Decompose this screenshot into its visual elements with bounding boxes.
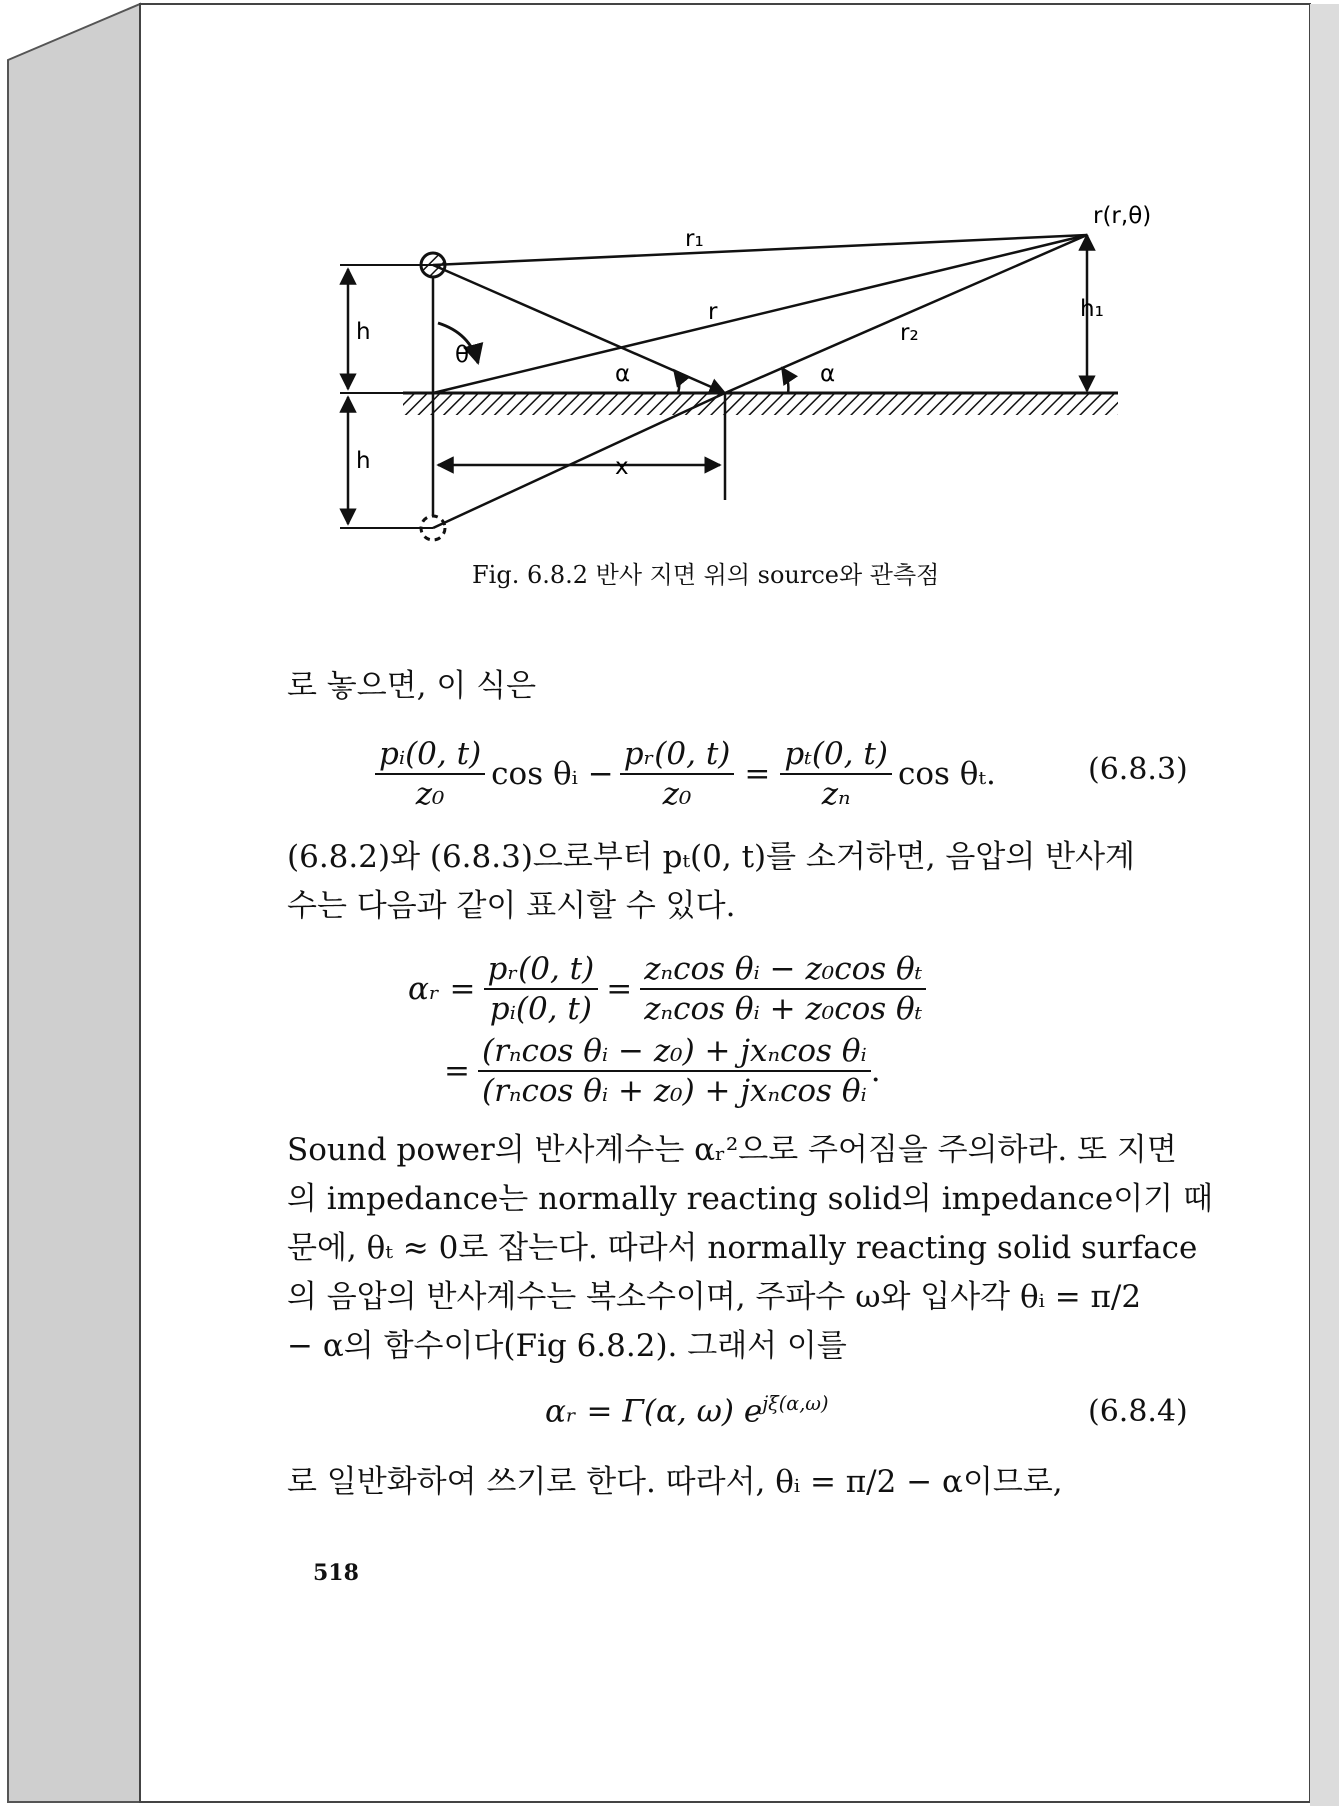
ar-den3: (rₙcos θᵢ + z₀) + jxₙcos θᵢ [481, 1073, 867, 1109]
incident-ray [433, 265, 725, 393]
label-observer-point: r(r,θ) [1093, 203, 1152, 229]
equation-6-8-4 [545, 1392, 828, 1429]
text-para3-line5: − α의 함수이다(Fig 6.8.2). 그래서 이를 [287, 1328, 847, 1364]
ar-num2: zₙcos θᵢ − z₀cos θₜ [640, 950, 926, 990]
ar-num3: (rₙcos θᵢ − z₀) + jxₙcos θᵢ [478, 1032, 871, 1072]
ar-lhs: αᵣ = [408, 971, 476, 1007]
label-h-lower: h [356, 448, 371, 474]
text-para3-line4: 의 음압의 반사계수는 복소수이며, 주파수 ω와 입사각 θᵢ = π/2 [287, 1279, 1142, 1315]
page-number: 518 [313, 1560, 359, 1586]
eq683-den1: z₀ [415, 776, 445, 812]
equation-number-6-8-3: (6.8.3) [1088, 752, 1188, 787]
r-line [433, 235, 1087, 393]
ar-eq2: = [444, 1053, 470, 1089]
equation-number-6-8-4: (6.8.4) [1088, 1394, 1188, 1429]
text-para3-line2: 의 impedance는 normally reacting solid의 impedance이기 때 [287, 1181, 1213, 1217]
equation-ar-line2 [444, 1032, 881, 1110]
eq683-num3: pₜ(0, t) [780, 735, 892, 775]
ar-den1: pᵢ(0, t) [489, 991, 592, 1027]
eq683-den3: zₙ [821, 776, 851, 812]
label-theta: θ [455, 342, 470, 368]
alpha-right-arc [782, 368, 788, 393]
ar-end: . [870, 1053, 881, 1089]
label-h-upper: h [356, 319, 371, 345]
r1-line [433, 235, 1087, 265]
figure-caption: Fig. 6.8.2 반사 지면 위의 source와 관측점 [472, 561, 940, 589]
label-r1: r₁ [685, 226, 704, 252]
eq684-expr: αᵣ = Γ(α, ω) e [545, 1393, 763, 1430]
reflection-diagram [356, 195, 1152, 540]
eq683-frac3 [780, 735, 892, 813]
label-h1: h₁ [1080, 296, 1104, 322]
equation-6-8-3 [375, 735, 1002, 813]
label-r2: r₂ [900, 320, 919, 346]
r2-line [725, 235, 1087, 393]
text-para4-line1: 로 일반화하여 쓰기로 한다. 따라서, θᵢ = π/2 − α이므로, [287, 1464, 1063, 1500]
equation-ar-line1 [408, 950, 926, 1028]
eq683-mid2: = [744, 756, 771, 792]
text-line-1: 로 놓으면, 이 식은 [287, 668, 537, 704]
page-shadow [1310, 4, 1339, 1806]
ar-frac1 [484, 950, 599, 1028]
ground-hatch [403, 393, 1118, 415]
text-para2-line1: (6.8.2)와 (6.8.3)으로부터 pₜ(0, t)를 소거하면, 음압의 반사계 [287, 839, 1135, 875]
ar-den2: zₙcos θᵢ + z₀cos θₜ [644, 991, 923, 1027]
ar-frac2 [640, 950, 926, 1028]
text-para3-line1: Sound power의 반사계수는 αᵣ²으로 주어짐을 주의하라. 또 지면 [287, 1132, 1177, 1168]
eq683-frac2 [620, 735, 735, 813]
text-para2-line2: 수는 다음과 같이 표시할 수 있다. [287, 888, 736, 924]
ar-num1: pᵣ(0, t) [484, 950, 599, 990]
eq683-mid3: cos θₜ. [897, 756, 996, 792]
label-alpha-right: α [820, 361, 836, 387]
label-r: r [708, 299, 718, 325]
eq683-frac1 [375, 735, 485, 813]
label-x: x [615, 454, 629, 480]
text-para3-line3: 문에, θₜ ≈ 0로 잡는다. 따라서 normally reacting solid surface [287, 1230, 1198, 1266]
ar-eq1: = [606, 971, 633, 1007]
label-alpha-left: α [615, 361, 631, 387]
ar-frac3 [478, 1032, 871, 1110]
eq683-den2: z₀ [662, 776, 692, 812]
eq683-num1: pᵢ(0, t) [375, 735, 485, 775]
book-spine-edge [8, 4, 140, 1802]
eq683-mid1: cos θᵢ − [491, 756, 614, 792]
eq683-num2: pᵣ(0, t) [620, 735, 735, 775]
eq684-exponent: jξ(α,ω) [762, 1392, 829, 1415]
